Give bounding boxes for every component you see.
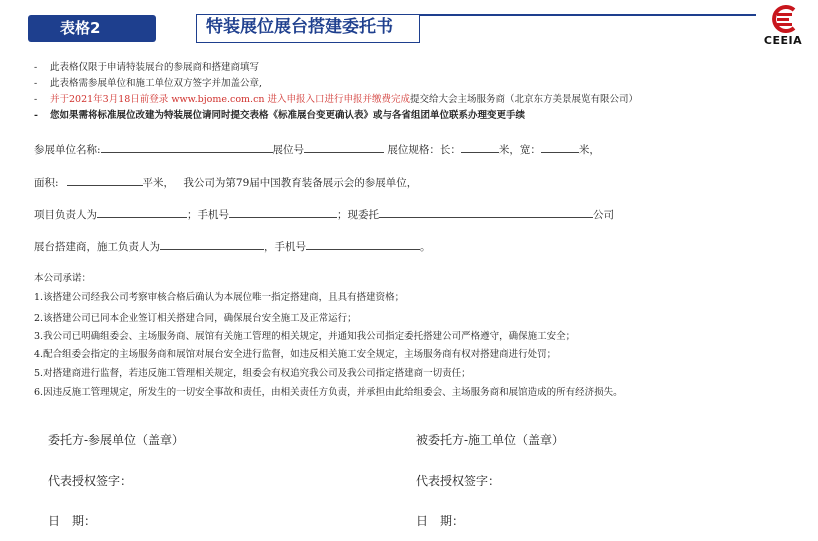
company-suffix: 公司 bbox=[593, 209, 614, 221]
booth-spec-label: 展位规格：长： bbox=[387, 144, 461, 156]
commitment-item-3: 3.我公司已明确组委会、主场服务商、展馆有关施工管理的相关规定，并通知我公司指定委托搭建公司严格遵守，确保施工安全； bbox=[34, 331, 576, 342]
commitment-item-2: 2.该搭建公司已同本企业签订相关搭建合同，确保展台安全施工及正常运行； bbox=[34, 313, 357, 324]
commitment-heading: 本公司承诺： bbox=[34, 273, 92, 284]
sqm-unit: 平米， bbox=[142, 177, 175, 189]
exhibitor-name-field[interactable] bbox=[101, 141, 273, 153]
header-divider bbox=[418, 14, 756, 16]
meter-unit: 米， bbox=[498, 144, 520, 156]
width-label: 宽： bbox=[519, 144, 541, 156]
commitment-item-6: 6.因违反施工管理规定，所发生的一切安全事故和责任，由相关责任方负责，并承担由此给组委会、主场服务商和展馆造成的所有经济损失。 bbox=[34, 387, 623, 398]
commitment-item-1: 1.该搭建公司经我公司考察审核合格后确认为本展位唯一指定搭建商，且具有搭建资格； bbox=[34, 292, 405, 303]
area-label: 面积: bbox=[34, 177, 59, 189]
contractor-date-label: 日 期： bbox=[416, 514, 465, 528]
phone2-label: ，手机号 bbox=[264, 241, 306, 253]
exhibitor-label: 参展单位名称: bbox=[34, 144, 101, 156]
entrusted-company-field[interactable] bbox=[379, 206, 593, 218]
builder-phone-field[interactable] bbox=[306, 238, 420, 250]
note-3-deadline: 并于2021年3月18日前登录 www.bjome.com.cn 进入申报入口进行申报并缴费完成 bbox=[50, 94, 411, 105]
client-date-label: 日 期： bbox=[48, 514, 97, 528]
ceeia-logo-icon bbox=[766, 4, 800, 34]
page-title: 特装展位展台搭建委托书 bbox=[206, 17, 393, 37]
entrust-label: ；现委托 bbox=[337, 209, 379, 221]
pm-row bbox=[34, 206, 614, 223]
meter-unit-2: 米， bbox=[578, 144, 600, 156]
booth-no-field[interactable] bbox=[304, 141, 384, 153]
commitment-item-5: 5.对搭建商进行监督，若违反施工管理相关规定，组委会有权追究我公司及我公司指定搭建商一切责任； bbox=[34, 368, 471, 379]
note-4: - 您如果需将标准展位改建为特装展位请同时提交表格《标准展台变更确认表》或与各省组团单位联系办理变更手续 bbox=[34, 110, 526, 121]
area-tail-text: 我公司为第79届中国教育装备展示会的参展单位， bbox=[183, 177, 418, 189]
logo-text: CEEIA bbox=[763, 34, 803, 47]
note-3: - 并于2021年3月18日前登录 www.bjome.com.cn 进入申报入口进行申报并缴费完成提交给大会主场服务商（北京东方美景展览有限公司） bbox=[34, 94, 639, 105]
client-rep-signature-label: 代表授权签字： bbox=[48, 474, 133, 488]
note-1-text: 此表格仅限于申请特装展台的参展商和搭建商填写 bbox=[50, 62, 260, 73]
builder-row bbox=[34, 238, 431, 255]
pm-label: 项目负责人为 bbox=[34, 209, 97, 221]
pm-name-field[interactable] bbox=[97, 206, 187, 218]
row-end: 。 bbox=[420, 241, 431, 253]
builder-label: 展台搭建商，施工负责人为 bbox=[34, 241, 160, 253]
note-2-text: 此表格需参展单位和施工单位双方签字并加盖公章, bbox=[50, 78, 263, 89]
client-party-label: 委托方-参展单位（盖章） bbox=[48, 433, 185, 447]
booth-no-label: 展位号 bbox=[272, 144, 305, 156]
note-4-text: 您如果需将标准展位改建为特装展位请同时提交表格《标准展台变更确认表》或与各省组团单位联系办理变更手续 bbox=[50, 110, 526, 121]
commitment-item-4: 4.配合组委会指定的主场服务商和展馆对展台安全进行监督，如违反相关施工安全规定，主场服务商有权对搭建商进行处罚； bbox=[34, 349, 557, 360]
contractor-rep-signature-label: 代表授权签字： bbox=[416, 474, 501, 488]
pm-phone-field[interactable] bbox=[229, 206, 337, 218]
booth-length-field[interactable] bbox=[461, 141, 499, 153]
area-row bbox=[34, 174, 417, 191]
note-1: - 此表格仅限于申请特装展台的参展商和搭建商填写 bbox=[34, 62, 260, 73]
booth-width-field[interactable] bbox=[541, 141, 579, 153]
builder-manager-field[interactable] bbox=[160, 238, 264, 250]
contractor-party-label: 被委托方-施工单位（盖章） bbox=[416, 433, 565, 447]
exhibitor-row bbox=[34, 141, 600, 158]
area-field[interactable] bbox=[67, 174, 143, 186]
phone-label: ；手机号 bbox=[187, 209, 229, 221]
note-3-submit: 提交给大会主场服务商（北京东方美景展览有限公司） bbox=[410, 94, 639, 105]
form-tag: 表格2 bbox=[28, 15, 156, 42]
note-2: - 此表格需参展单位和施工单位双方签字并加盖公章, bbox=[34, 78, 263, 89]
